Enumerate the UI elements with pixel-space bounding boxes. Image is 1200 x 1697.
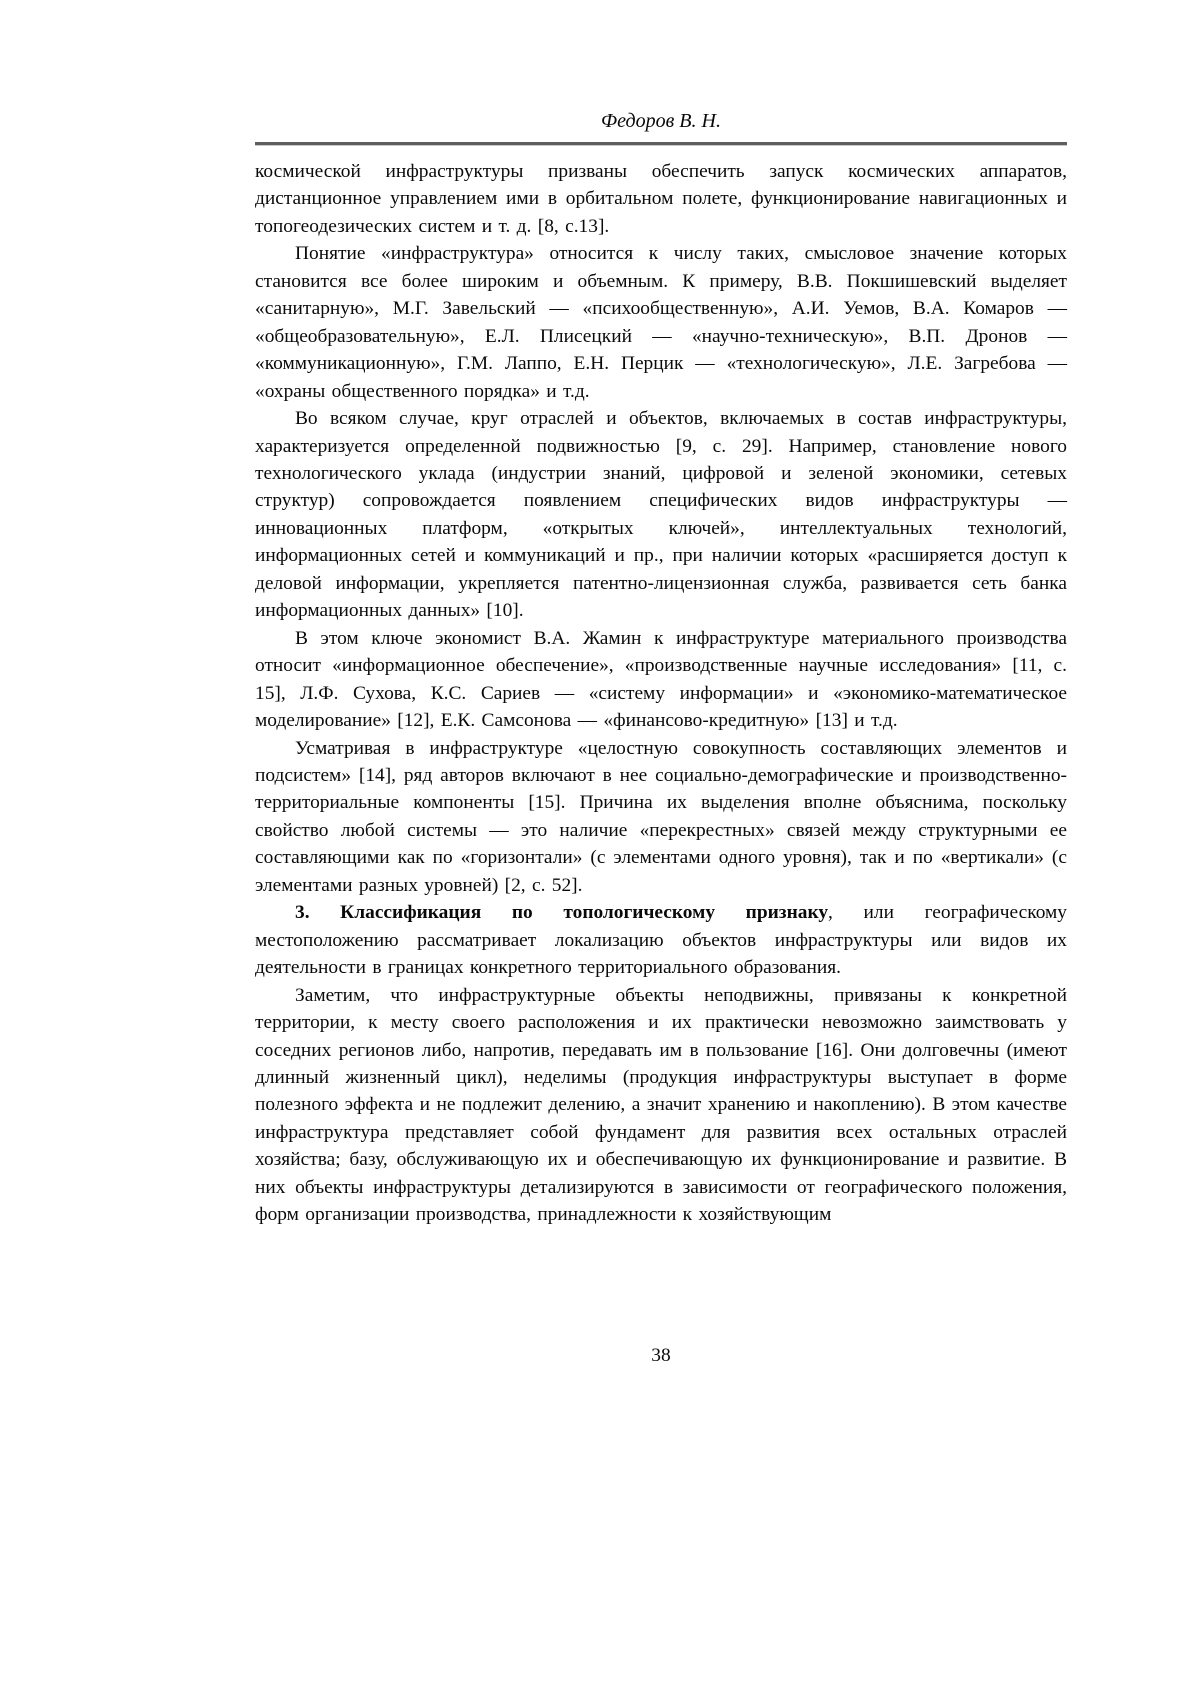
paragraph-6 bbox=[255, 899, 1067, 981]
page-number: 38 bbox=[651, 1345, 671, 1366]
running-header-author: Федоров В. Н. bbox=[601, 110, 721, 132]
running-header bbox=[255, 108, 1067, 142]
text-block bbox=[255, 108, 1067, 1229]
paragraph-2: Понятие «инфраструктура» относится к числу таких, смысловое значение которых становится все более широким и объемным. К примеру, В.В. Покшишевский выделяет «санитарную», М.Г. Завельский — «психообщественную», А.И. Уемов, В.А. Комаров — «общеобразовательную», Е.Л. Плисецкий — «научно-техническую», В.П. Дронов — «коммуникационную», Г.М. Лаппо, Е.Н. Перцик — «технологическую», Л.Е. Загребова — «охраны общественного порядка» и т.д. bbox=[255, 243, 1067, 402]
paragraph-4: В этом ключе экономист В.А. Жамин к инфраструктуре материального производства относит «информационное обеспечение», «производственные научные исследования» [11, с. 15], Л.Ф. Сухова, К.С. Сариев — «систему информации» и «экономико-математическое моделирование» [12], Е.К. Самсонова — «финансово-кредитную» [13] и т.д. bbox=[255, 627, 1067, 732]
paragraph-6-text: , или географическому местоположению рассматривает локализацию объектов инфраструктуры или видов их деятельности в границах конкретного территориального образования. bbox=[255, 902, 1067, 979]
paragraph-1: космической инфраструктуры призваны обеспечить запуск космических аппаратов, дистанционное управлением ими в орбитальном полете, функционирование навигационных и топогеодезических систем и т. д. [8, с.13]. bbox=[255, 161, 1067, 237]
paragraph-5: Усматривая в инфраструктуре «целостную совокупность составляющих элементов и подсистем» [14], ряд авторов включают в нее социально-демографические и производственно-территориальные компоненты [15]. Причина их выделения вполне объяснима, поскольку свойство любой системы — это наличие «перекрестных» связей между структурными ее составляющими как по «горизонтали» (с элементами одного уровня), так и по «вертикали» (с элементами разных уровней) [2, с. 52]. bbox=[255, 737, 1067, 896]
article-body bbox=[255, 158, 1067, 1229]
section-3-heading: 3. Классификация по топологическому признаку bbox=[295, 902, 829, 924]
header-rule bbox=[255, 142, 1067, 146]
paragraph-3: Во всяком случае, круг отраслей и объектов, включаемых в состав инфраструктуры, характеризуется определенной подвижностью [9, с. 29]. Например, становление нового технологического уклада (индустрии знаний, цифровой и зеленой экономики, сетевых структур) сопровождается появлением специфических видов инфраструктуры — инновационных платформ, «открытых ключей», интеллектуальных технологий, информационных сетей и коммуникаций и пр., при наличии которых «расширяется доступ к деловой информации, укрепляется патентно-лицензионная служба, развивается сеть банка информационных данных» [10]. bbox=[255, 408, 1067, 622]
paragraph-7: Заметим, что инфраструктурные объекты неподвижны, привязаны к конкретной территории, к месту своего расположения и их практически невозможно заимствовать у соседних регионов либо, напротив, передавать им в пользование [16]. Они долговечны (имеют длинный жизненный цикл), неделимы (продукция инфраструктуры выступает в форме полезного эффекта и не подлежит делению, а значит хранению и накоплению). В этом качестве инфраструктура представляет собой фундамент для развития всех остальных отраслей хозяйства; базу, обслуживающую их и обеспечивающую их функционирование и развитие. В них объекты инфраструктуры детализируются в зависимости от географического положения, форм организации производства, принадлежности к хозяйствующим bbox=[255, 984, 1067, 1226]
